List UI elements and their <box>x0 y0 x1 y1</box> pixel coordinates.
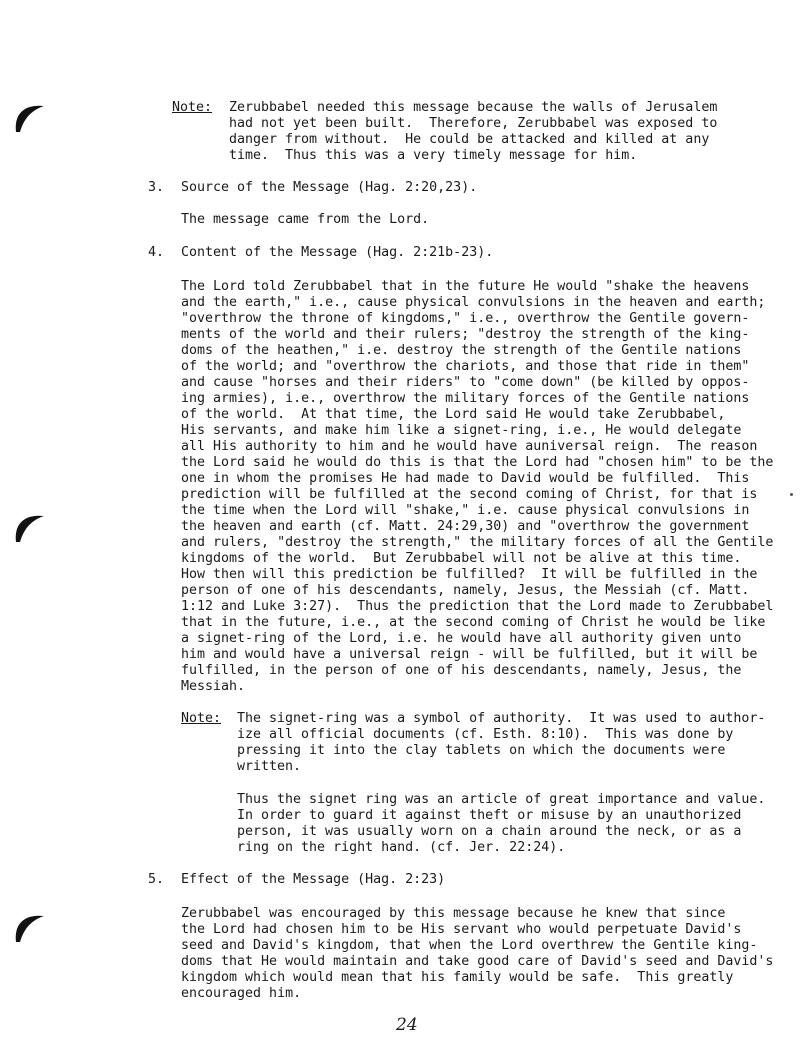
punch-hole-top <box>12 100 46 134</box>
body-line: a signet-ring of the Lord, i.e. he would have all authority given unto <box>181 631 742 646</box>
page-number: 24 <box>396 1015 418 1035</box>
section-number: 4. <box>148 245 165 260</box>
body-line: 1:12 and Luke 3:27). Thus the prediction that the Lord made to Zerubbabel <box>181 599 774 614</box>
note-line: ring on the right hand. (cf. Jer. 22:24). <box>237 840 566 855</box>
note-line: In order to guard it against theft or misuse by an unauthorized <box>237 808 742 823</box>
body-line: doms that He would maintain and take good care of David's seed and David's <box>181 954 774 969</box>
section-heading: Source of the Message (Hag. 2:20,23). <box>181 180 478 195</box>
note-line: Thus the signet ring was an article of great importance and value. <box>237 792 766 807</box>
body-line: ments of the world and their rulers; "destroy the strength of the king- <box>181 327 750 342</box>
body-line: Messiah. <box>181 679 246 694</box>
section-heading: Effect of the Message (Hag. 2:23) <box>181 872 446 887</box>
section-number: 3. <box>148 180 165 195</box>
body-line: all His authority to him and he would have auniversal reign. The reason <box>181 439 758 454</box>
section-body: The message came from the Lord. <box>181 212 430 227</box>
body-line: encouraged him. <box>181 986 302 1001</box>
note-label: Note: <box>172 100 213 115</box>
body-line: the Lord said he would do this is that the Lord had "chosen him" to be the <box>181 455 774 470</box>
punch-hole-bottom <box>12 910 46 944</box>
punch-hole-middle <box>12 510 46 544</box>
body-line: and cause "horses and their riders" to "come down" (be killed by oppos- <box>181 375 750 390</box>
body-line: the Lord had chosen him to be His servant who would perpetuate David's <box>181 922 742 937</box>
note-line: pressing it into the clay tablets on which the documents were <box>237 743 726 758</box>
note-line: time. Thus this was a very timely message for him. <box>229 148 638 163</box>
body-line: seed and David's kingdom, that when the Lord overthrew the Gentile king- <box>181 938 758 953</box>
body-line: and the earth," i.e., cause physical convulsions in the heaven and earth; <box>181 295 766 310</box>
body-line: kingdom which would mean that his family would be safe. This greatly <box>181 970 734 985</box>
body-line: him and would have a universal reign - will be fulfilled, but it will be <box>181 647 758 662</box>
note-line: Zerubbabel needed this message because the walls of Jerusalem <box>229 100 718 115</box>
note-line: The signet-ring was a symbol of authority. It was used to author- <box>237 711 766 726</box>
body-line: prediction will be fulfilled at the second coming of Christ, for that is <box>181 487 758 502</box>
body-line: the time when the Lord will "shake," i.e. cause physical convulsions in <box>181 503 750 518</box>
body-line: person of one of his descendants, namely, Jesus, the Messiah (cf. Matt. <box>181 583 750 598</box>
body-line: one in whom the promises He had made to David would be fulfilled. This <box>181 471 750 486</box>
body-line: "overthrow the throne of kingdoms," i.e., overthrow the Gentile govern- <box>181 311 750 326</box>
body-line: ing armies), i.e., overthrow the military forces of the Gentile nations <box>181 391 750 406</box>
note-label: Note: <box>181 711 222 726</box>
body-line: Zerubbabel was encouraged by this message because he knew that since <box>181 906 726 921</box>
body-line: of the world. At that time, the Lord said He would take Zerubbabel, <box>181 407 726 422</box>
body-line: How then will this prediction be fulfilled? It will be fulfilled in the <box>181 567 758 582</box>
body-line: The Lord told Zerubbabel that in the future He would "shake the heavens <box>181 279 750 294</box>
note-line: had not yet been built. Therefore, Zerubbabel was exposed to <box>229 116 718 131</box>
scan-speck <box>790 493 793 496</box>
body-line: kingdoms of the world. But Zerubbabel will not be alive at this time. <box>181 551 742 566</box>
body-line: the heaven and earth (cf. Matt. 24:29,30) and "overthrow the government <box>181 519 750 534</box>
body-line: fulfilled, in the person of one of his descendants, namely, Jesus, the <box>181 663 742 678</box>
body-line: that in the future, i.e., at the second coming of Christ he would be like <box>181 615 766 630</box>
body-line: doms of the heathen," i.e. destroy the strength of the Gentile nations <box>181 343 742 358</box>
body-line: of the world; and "overthrow the chariots, and those that ride in them" <box>181 359 750 374</box>
note-line: danger from without. He could be attacked and killed at any <box>229 132 710 147</box>
body-line: His servants, and make him like a signet-ring, i.e., He would delegate <box>181 423 742 438</box>
body-line: and rulers, "destroy the strength," the military forces of all the Gentile <box>181 535 774 550</box>
section-heading: Content of the Message (Hag. 2:21b-23). <box>181 245 494 260</box>
note-line: person, it was usually worn on a chain around the neck, or as a <box>237 824 742 839</box>
note-line: written. <box>237 759 302 774</box>
note-line: ize all official documents (cf. Esth. 8:10). This was done by <box>237 727 734 742</box>
section-number: 5. <box>148 872 165 887</box>
